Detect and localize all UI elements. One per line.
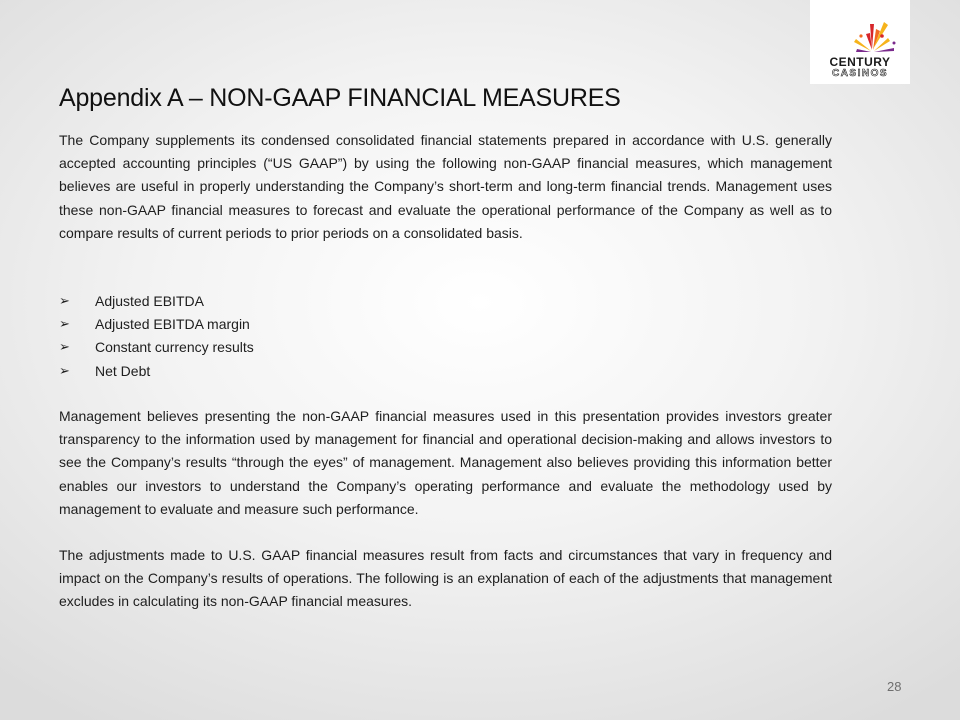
list-item	[59, 290, 254, 313]
logo-wordmark-century: CENTURY	[829, 55, 891, 69]
logo-burst-icon	[854, 22, 896, 52]
arrowhead-bullet-icon: ➢	[59, 340, 70, 356]
list-item-label: Adjusted EBITDA	[95, 293, 204, 309]
arrowhead-bullet-icon: ➢	[59, 363, 70, 379]
logo-wordmark-casinos: CASINOS	[831, 68, 889, 79]
list-item	[59, 360, 254, 383]
list-item-label: Net Debt	[95, 362, 151, 379]
page-title: Appendix A – NON-GAAP FINANCIAL MEASURES	[59, 84, 621, 112]
transparency-paragraph: Management believes presenting the non-GAAP financial measures used in this presentation provides investors greater transparency to the information used by management for financial and operational decision-making and allows investors to see the Company’s results “through the eyes” of management. Management also believes providing this information better enables our investors to understand the Company’s operating performance and evaluate the methodology used by management to evaluate and measure such performance.	[59, 408, 832, 517]
adjustments-paragraph: The adjustments made to U.S. GAAP financial measures result from facts and circumstances that vary in frequency and impact on the Company’s results of operations. The following is an explanation of each of the adjustments that management excludes in calculating its non-GAAP financial measures.	[59, 547, 832, 610]
list-item-label: Adjusted EBITDA margin	[95, 316, 250, 333]
arrowhead-bullet-icon: ➢	[59, 317, 70, 333]
list-item	[59, 336, 254, 359]
list-item-label: Constant currency results	[95, 339, 254, 356]
intro-paragraph: The Company supplements its condensed consolidated financial statements prepared in accordance with U.S. generally accepted accounting principles (“US GAAP”) by using the following non-GAAP financial measures, which management believes are useful in properly understanding the Company’s short-term and long-term financial trends. Management uses these non-GAAP financial measures to forecast and evaluate the operational performance of the Company as well as to compare results of current periods to prior periods on a consolidated basis.	[59, 132, 832, 241]
page-number: 28	[887, 679, 902, 694]
non-gaap-measures-list	[59, 290, 254, 383]
arrowhead-bullet-icon: ➢	[59, 294, 70, 309]
list-item	[59, 313, 254, 336]
century-casinos-logo	[810, 0, 910, 84]
